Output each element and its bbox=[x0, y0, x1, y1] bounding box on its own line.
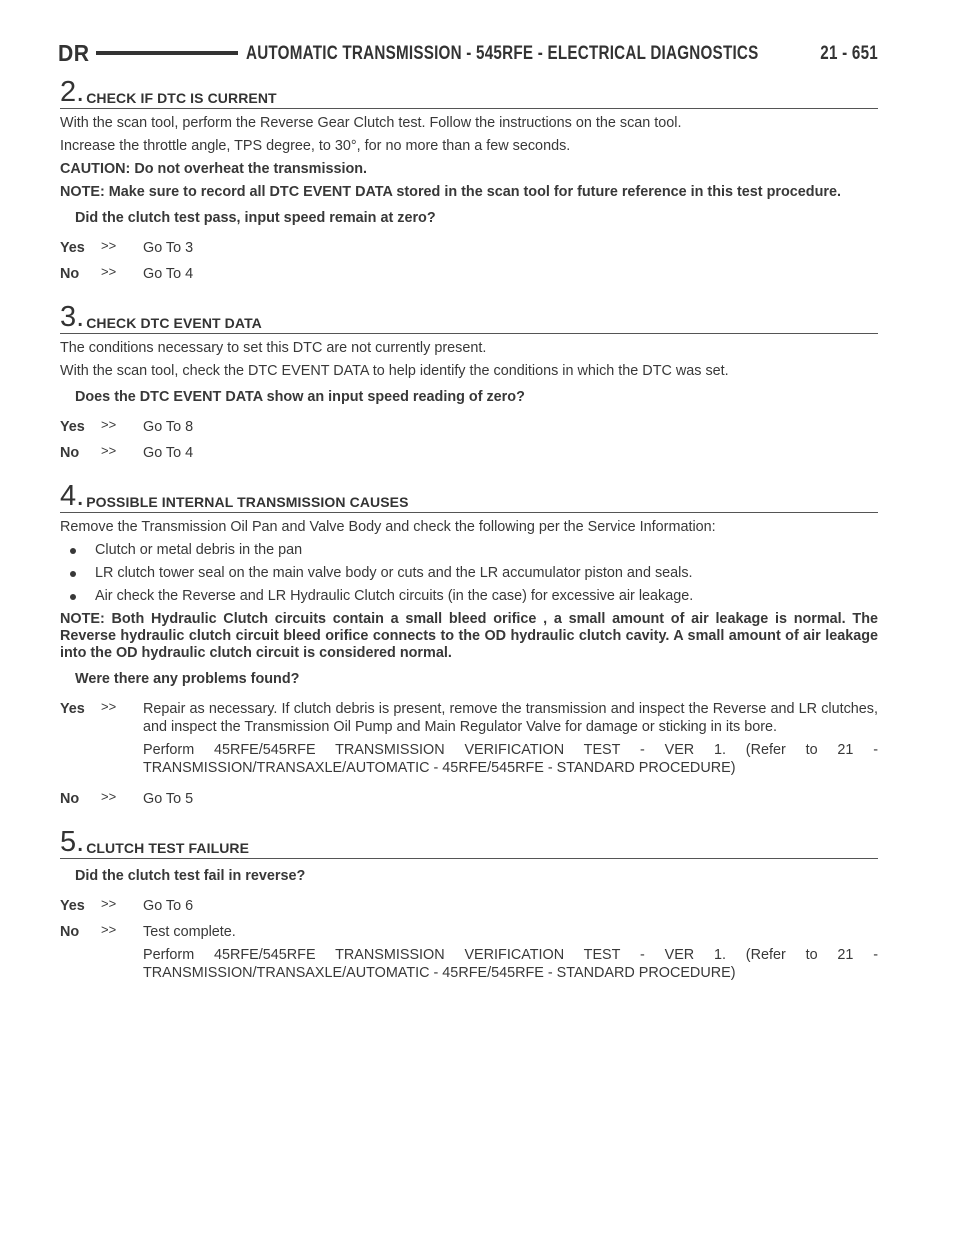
answer-no bbox=[60, 923, 878, 987]
caution-text: CAUTION: Do not overheat the transmission. bbox=[60, 161, 368, 177]
step-question: Does the DTC EVENT DATA show an input speed reading of zero? bbox=[75, 389, 525, 405]
answer-body bbox=[143, 700, 878, 782]
answer-no bbox=[60, 790, 878, 808]
answer-label: No bbox=[60, 924, 80, 940]
answer-arrow: >> bbox=[101, 238, 117, 253]
document-body bbox=[60, 78, 878, 995]
answer-body bbox=[143, 923, 878, 987]
answer-label: No bbox=[60, 445, 80, 461]
answer-label: Yes bbox=[60, 419, 85, 435]
step-title: CHECK DTC EVENT DATA bbox=[86, 315, 262, 331]
step-question: Were there any problems found? bbox=[75, 671, 300, 687]
step-number: 4. bbox=[60, 480, 85, 512]
paragraph: Remove the Transmission Oil Pan and Valve Body and check the following per the Service Information: bbox=[60, 519, 716, 535]
list-item-text: Air check the Reverse and LR Hydraulic Clutch circuits (in the case) for excessive air leakage. bbox=[95, 588, 694, 604]
step-number: 3. bbox=[60, 301, 85, 333]
answer-yes bbox=[60, 897, 878, 915]
step-question: Did the clutch test pass, input speed remain at zero? bbox=[75, 210, 436, 226]
header-section-code: DR bbox=[58, 39, 90, 66]
answer-label: Yes bbox=[60, 898, 85, 914]
answer-text: Repair as necessary. If clutch debris is present, remove the transmission and inspect the Reverse and LR clutches, and inspect the Transmission Oil Pump and Main Regulator Valve for damage or sticking in its bore. bbox=[143, 701, 878, 735]
step-5-heading bbox=[60, 828, 878, 859]
answer-label: Yes bbox=[60, 701, 85, 717]
header-page-number: 21 - 651 bbox=[820, 41, 878, 64]
note-text: NOTE: Both Hydraulic Clutch circuits contain a small bleed orifice , a small amount of air leakage is normal. The Reverse hydraulic clutch circuit bleed orifice connects to the OD hydraulic clutch cavity. A small amount of air leakage into the OD hydraulic clutch circuit is considered normal. bbox=[60, 611, 878, 661]
step-title: POSSIBLE INTERNAL TRANSMISSION CAUSES bbox=[86, 494, 409, 510]
step-3-heading bbox=[60, 303, 878, 334]
bullet-icon bbox=[70, 588, 95, 605]
bullet-icon bbox=[70, 542, 95, 559]
answer-text: Go To 4 bbox=[143, 266, 194, 282]
answer-label: Yes bbox=[60, 240, 85, 256]
answer-text: Go To 5 bbox=[143, 791, 194, 807]
step-title: CLUTCH TEST FAILURE bbox=[86, 840, 250, 856]
answer-text: Perform 45RFE/545RFE TRANSMISSION VERIFICATION TEST - VER 1. (Refer to 21 - TRANSMISSION/TRANSAXLE/AUTOMATIC - 45RFE/545RFE - STANDARD PROCEDURE) bbox=[143, 742, 878, 776]
answer-text: Perform 45RFE/545RFE TRANSMISSION VERIFICATION TEST - VER 1. (Refer to 21 - TRANSMISSION/TRANSAXLE/AUTOMATIC - 45RFE/545RFE - STANDARD PROCEDURE) bbox=[143, 947, 878, 981]
step-question: Did the clutch test fail in reverse? bbox=[75, 868, 306, 884]
step-4-heading bbox=[60, 482, 878, 513]
answer-text: Go To 6 bbox=[143, 898, 194, 914]
step-title: CHECK IF DTC IS CURRENT bbox=[86, 90, 277, 106]
answer-yes bbox=[60, 418, 878, 436]
step-number: 2. bbox=[60, 76, 85, 108]
answer-yes bbox=[60, 700, 878, 782]
answer-arrow: >> bbox=[101, 264, 117, 279]
answer-text: Go To 8 bbox=[143, 419, 194, 435]
header-title: AUTOMATIC TRANSMISSION - 545RFE - ELECTRICAL DIAGNOSTICS bbox=[246, 41, 759, 64]
answer-arrow: >> bbox=[101, 789, 117, 804]
answer-text: Go To 4 bbox=[143, 445, 194, 461]
list-item-text: Clutch or metal debris in the pan bbox=[95, 542, 303, 558]
answer-text: Test complete. bbox=[143, 924, 236, 940]
header-rule bbox=[96, 51, 238, 55]
bullet-icon bbox=[70, 565, 95, 582]
answer-label: No bbox=[60, 266, 80, 282]
note-text: NOTE: Make sure to record all DTC EVENT DATA stored in the scan tool for future reference in this test procedure. bbox=[60, 184, 841, 200]
paragraph: With the scan tool, check the DTC EVENT DATA to help identify the conditions in which the DTC was set. bbox=[60, 363, 729, 379]
step-2-heading bbox=[60, 78, 878, 109]
list-item-text: LR clutch tower seal on the main valve body or cuts and the LR accumulator piston and seals. bbox=[95, 565, 693, 581]
answer-arrow: >> bbox=[101, 417, 117, 432]
answer-no bbox=[60, 444, 878, 462]
answer-arrow: >> bbox=[101, 896, 117, 911]
page-header bbox=[58, 38, 878, 68]
answer-text: Go To 3 bbox=[143, 240, 194, 256]
list-item bbox=[70, 565, 878, 582]
list-item bbox=[70, 588, 878, 605]
answer-label: No bbox=[60, 791, 80, 807]
answer-arrow: >> bbox=[101, 699, 117, 714]
answer-arrow: >> bbox=[101, 443, 117, 458]
paragraph: Increase the throttle angle, TPS degree, to 30°, for no more than a few seconds. bbox=[60, 138, 571, 154]
answer-no bbox=[60, 265, 878, 283]
list-item bbox=[70, 542, 878, 559]
answer-yes bbox=[60, 239, 878, 257]
answer-arrow: >> bbox=[101, 922, 117, 937]
step-number: 5. bbox=[60, 826, 85, 858]
paragraph: With the scan tool, perform the Reverse Gear Clutch test. Follow the instructions on the scan tool. bbox=[60, 115, 682, 131]
paragraph: The conditions necessary to set this DTC are not currently present. bbox=[60, 340, 487, 356]
